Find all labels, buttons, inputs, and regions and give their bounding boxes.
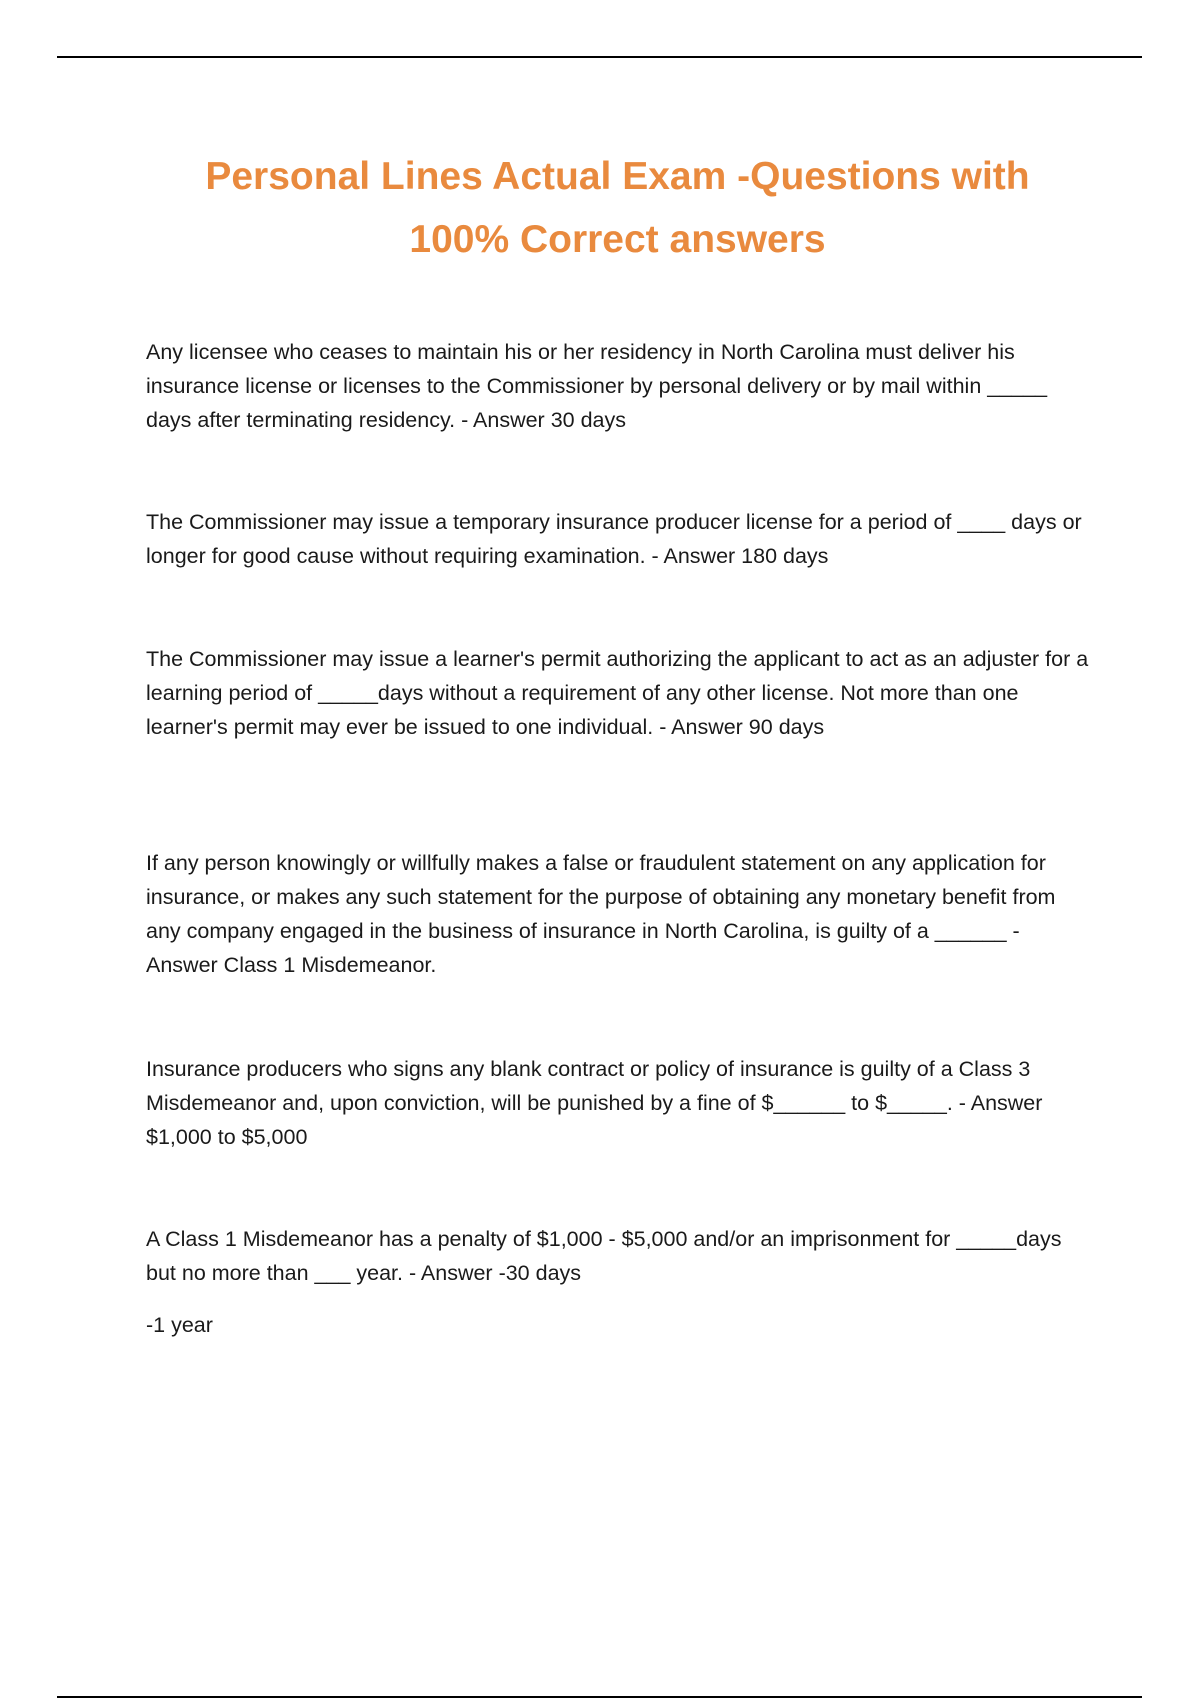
document-title [120, 145, 1115, 271]
footer-rule [57, 1696, 1142, 1698]
question-answer-1: Any licensee who ceases to maintain his or her residency in North Carolina must deliver his insurance license or licenses to the Commissioner by personal delivery or by mail within _____ days after terminating residency. - Answer 30 days [146, 340, 1048, 432]
question-answer-6-continuation: -1 year [146, 1313, 213, 1337]
question-answer-6: A Class 1 Misdemeanor has a penalty of $1,000 - $5,000 and/or an imprisonment for _____days but no more than ___ year. - Answer -30 days [146, 1227, 1062, 1285]
header-rule [57, 56, 1142, 58]
title-line-1: Personal Lines Actual Exam -Questions with [205, 155, 1030, 198]
question-answer-2: The Commissioner may issue a temporary insurance producer license for a period of ____ days or longer for good cause without requiring examination. - Answer 180 days [146, 510, 1082, 568]
title-line-2: 100% Correct answers [409, 218, 826, 261]
question-answer-5: Insurance producers who signs any blank contract or policy of insurance is guilty of a Class 3 Misdemeanor and, upon conviction, will be punished by a fine of $______ to $_____. - Answer $1,000 to $5,000 [146, 1057, 1043, 1149]
question-answer-3: The Commissioner may issue a learner's permit authorizing the applicant to act as an adjuster for a learning period of _____days without a requirement of any other license. Not more than one learner's permit may ever be issued to one individual. - Answer 90 days [146, 647, 1089, 739]
question-answer-4: If any person knowingly or willfully makes a false or fraudulent statement on any application for insurance, or makes any such statement for the purpose of obtaining any monetary benefit from any company engaged in the business of insurance in North Carolina, is guilty of a ______ - Answer Class 1 Misdemeanor. [146, 851, 1056, 977]
